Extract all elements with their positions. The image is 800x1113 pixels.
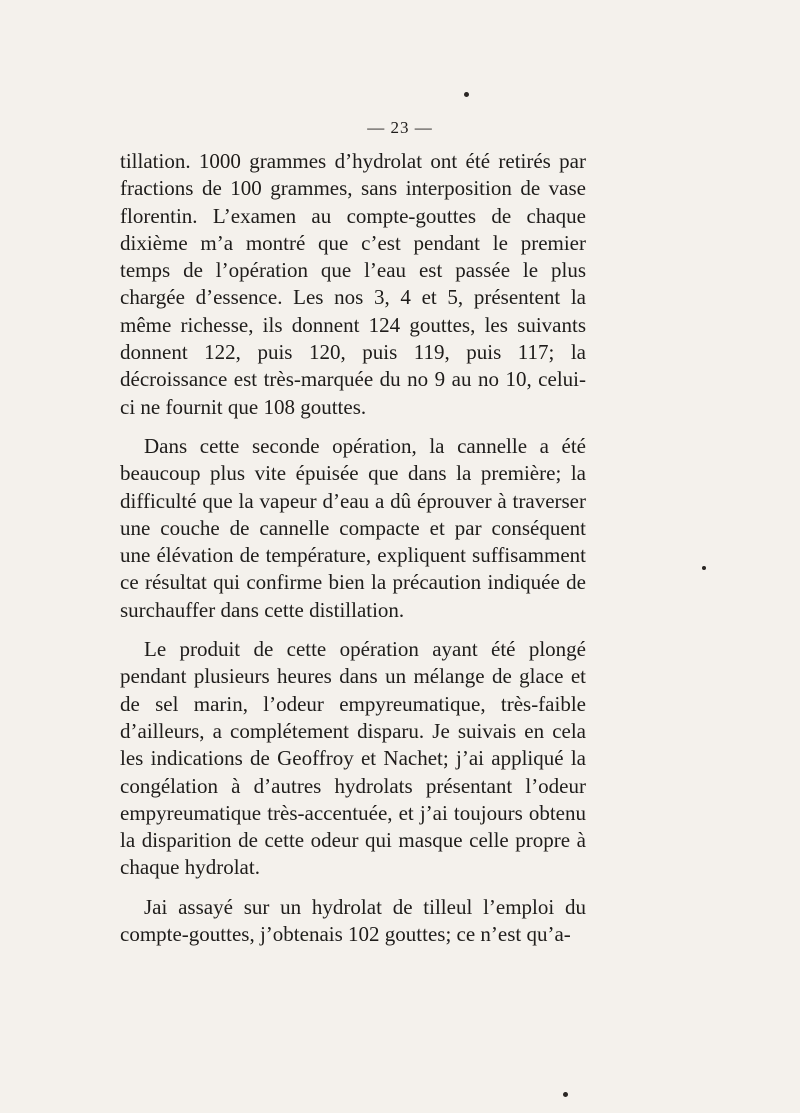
paragraph-4: Jai assayé sur un hydrolat de tilleul l’emploi du compte-gouttes, j’obtenais 102 gouttes; ce n’est qu’a- [120,894,586,947]
speck-top [464,92,469,97]
paragraph-1: tillation. 1000 grammes d’hydrolat ont été retirés par fractions de 100 grammes, sans interposition de vase florentin. L’examen au compte-gouttes de chaque dixième m’a montré que c’est pendant le premier temps de l’opération que l’eau est passée le plus chargée d’essence. Les nos 3, 4 et 5, présentent la même richesse, ils donnent 124 gouttes, les suivants donnent 122, puis 120, puis 119, puis 117; la décroissance est très-marquée du no 9 au no 10, celui-ci ne fournit que 108 gouttes. [120,149,586,419]
page-number: — 23 — [367,118,433,137]
speck-right [702,566,706,570]
speck-bottom [563,1092,568,1097]
paragraph-3: Le produit de cette opération ayant été plongé pendant plusieurs heures dans un mélange de glace et de sel marin, l’odeur empyreumatique, très-faible d’ailleurs, a complétement disparu. Je suivais en cela les indications de Geoffroy et Nachet; j’ai appliqué la congélation à d’autres hydrolats présentant l’odeur empyreumatique très-accentuée, et j’ai toujours obtenu la disparition de cette odeur qui masque celle propre à chaque hydrolat. [120,637,586,880]
paragraph-2: Dans cette seconde opération, la cannelle a été beaucoup plus vite épuisée que dans la première; la difficulté que la vapeur d’eau a dû éprouver à traverser une couche de cannelle compacte et par conséquent une élévation de température, expliquent suffisamment ce résultat qui confirme bien la précaution indiquée de surchauffer dans cette distillation. [120,433,586,622]
body-text [120,148,586,960]
